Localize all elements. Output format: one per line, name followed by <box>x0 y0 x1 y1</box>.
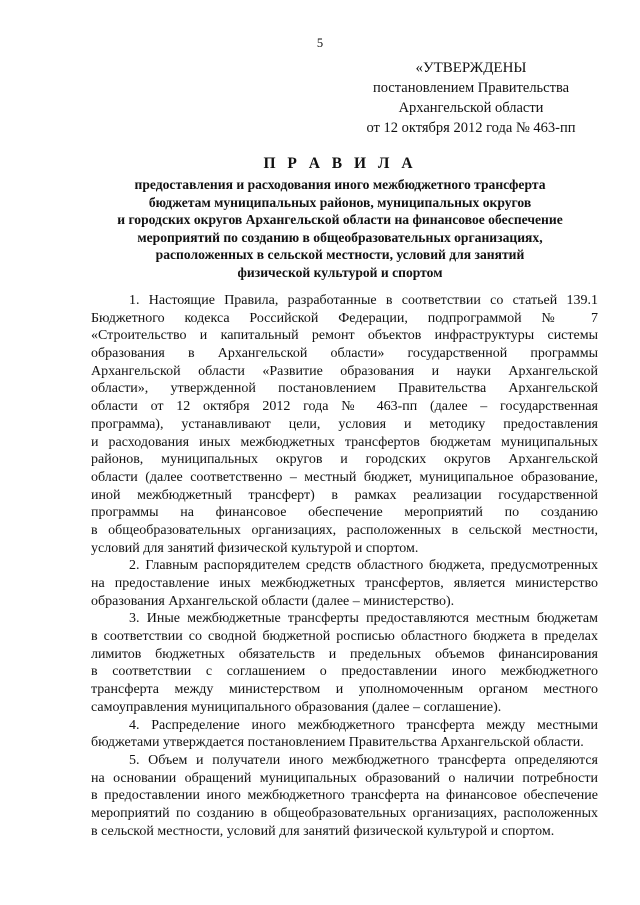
document-title: П Р А В И Л А <box>263 155 417 172</box>
body-line: 1. Настоящие Правила, разработанные в соответствии со статьей 139.1 <box>129 293 598 308</box>
body-line: 3. Иные межбюджетные трансферты предоставляются местным бюджетам <box>129 611 598 627</box>
approval-line: Архангельской области <box>398 100 544 116</box>
body-line: районов, муниципальных округов и городских округов Архангельской <box>91 452 598 468</box>
body-line: в сельской местности, условий для занятий физической культурой и спортом. <box>91 823 555 839</box>
body-line: трансферта между министерством и уполномоченным органом местного <box>91 682 598 698</box>
body-line: области (далее соответственно – местный бюджет, муниципальное образование, <box>91 469 598 485</box>
body-line: 2. Главным распорядителем средств областного бюджета, предусмотренных <box>129 558 598 574</box>
body-line: условий для занятий физической культурой и спортом. <box>91 540 419 556</box>
approval-heading: «УТВЕРЖДЕНЫ <box>415 60 527 76</box>
body-line: самоуправления муниципального образования (далее – соглашение). <box>91 699 502 715</box>
body-line: программа), устанавливают цели, условия и методику предоставления <box>91 416 598 432</box>
body-line: в общеобразовательных организациях, расположенных в сельской местности, <box>91 522 598 538</box>
paragraph-4 <box>91 717 598 752</box>
body-line: программы на финансовое обеспечение мероприятий по созданию <box>91 505 598 521</box>
body-line: Бюджетного кодекса Российской Федерации, подпрограммой № 7 <box>91 310 598 326</box>
document-title-block <box>40 154 640 282</box>
subtitle-line: и городских округов Архангельской области на финансовое обеспечение <box>117 212 563 228</box>
body-line: в предоставлении иного межбюджетного трансферта на финансовое обеспечение <box>91 788 598 804</box>
body-line: области», утвержденной постановлением Правительства Архангельской <box>91 381 598 397</box>
paragraph-2 <box>91 557 598 610</box>
body-line: на основании обращений муниципальных образований о наличии потребности <box>91 770 598 786</box>
body-line: образования Архангельской области (далее – министерство). <box>91 593 455 609</box>
document-body <box>91 292 598 840</box>
paragraph-3 <box>91 610 598 716</box>
subtitle-line: физической культурой и спортом <box>237 264 443 280</box>
body-line: Архангельской области «Развитие образования и науки Архангельской <box>91 363 598 379</box>
body-line: иной межбюджетный трансферт) в рамках реализации государственной <box>91 487 598 503</box>
body-line: 4. Распределение иного межбюджетного трансферта между местными <box>129 717 598 733</box>
body-line: образования в Архангельской области» государственной программы <box>91 346 598 362</box>
body-line: в соответствии со сводной бюджетной росписью областного бюджета в пределах <box>91 629 598 645</box>
approval-block <box>345 58 597 138</box>
subtitle-line: мероприятий по созданию в общеобразовательных организациях, <box>137 229 543 245</box>
body-line: бюджетами утверждается постановлением Правительства Архангельской области. <box>91 735 584 751</box>
body-line: мероприятий по созданию в общеобразовательных организациях, расположенных <box>91 805 598 821</box>
paragraph-5 <box>91 752 598 840</box>
page-number: 5 <box>316 36 324 50</box>
subtitle-line: бюджетам муниципальных районов, муниципальных округов <box>148 194 532 210</box>
body-line: на предоставление иных межбюджетных трансфертов, является министерство <box>91 576 598 591</box>
body-line: 5. Объем и получатели иного межбюджетного трансферта определяются <box>129 752 598 768</box>
body-line: «Строительство и капитальный ремонт объектов инфраструктуры системы <box>91 328 598 344</box>
body-line: лимитов бюджетных обязательств и предельных объемов финансирования <box>91 646 598 662</box>
subtitle-line: предоставления и расходования иного межбюджетного трансферта <box>134 177 546 192</box>
body-line: в соответствии с соглашением о предоставлении иного межбюджетного <box>91 664 598 680</box>
paragraph-1 <box>91 292 598 557</box>
body-line: области от 12 октября 2012 года № 463-пп (далее – государственная <box>91 399 598 415</box>
approval-line: постановлением Правительства <box>372 80 570 96</box>
body-line: и расходования иных межбюджетных трансфертов бюджетам муниципальных <box>91 434 598 450</box>
subtitle-line: расположенных в сельской местности, условий для занятий <box>155 247 525 263</box>
approval-line: от 12 октября 2012 года № 463-пп <box>366 120 576 136</box>
